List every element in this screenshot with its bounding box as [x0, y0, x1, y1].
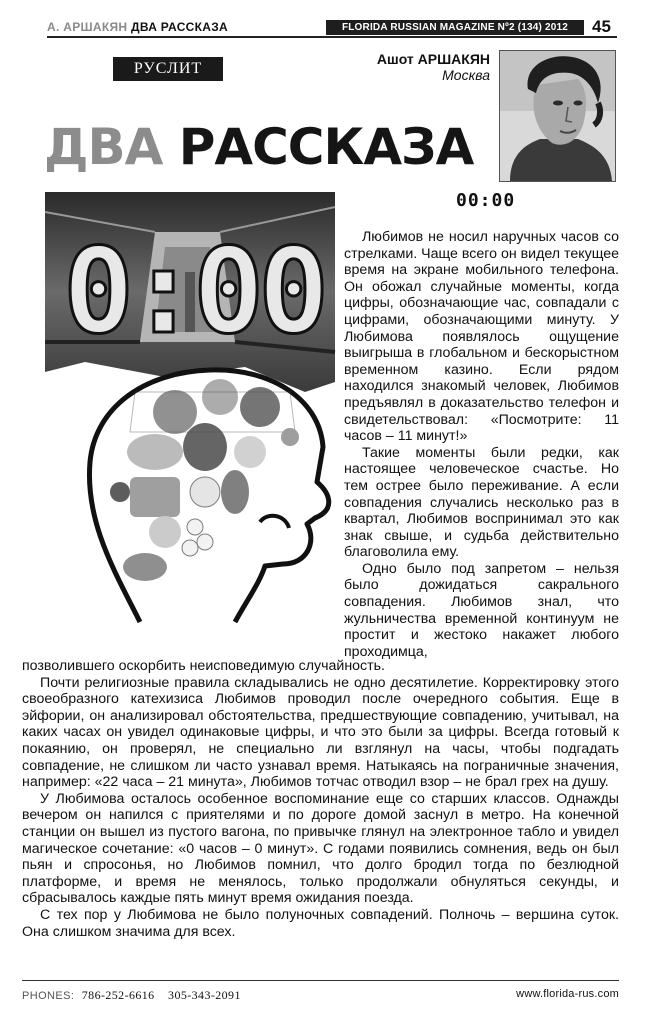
phones-label: PHONES:	[22, 990, 75, 1002]
article-column-text	[344, 229, 619, 660]
paragraph: Такие моменты были редки, как настоящее человеческое счастье. Но тем острее было переживание. А если совпадения случались несколько раз в квартал, Любимов воспринимал это как знак свыше, и судьба действительно благоволила ему.	[344, 444, 619, 561]
paragraph: Почти религиозные правила складывались не одно десятилетие. Корректировку этого своеобразного катехизиса Любимов проводил после очередного события. Еще в эйфории, он анализировал обстоятельства, предшествующие совпадению, учитывал, на каких часах он увидел одинаковые цифры, и что это были за цифры. Всегда готовый к покаянию, он проверял, не специально ли взглянул на часы, чтобы подгадать совпадение, не слишком ли часто узнавал время. Натыкаясь на пограничные значения, например: «22 часа – 21 минута», Любимов тотчас отводил взор – не брал грех на душу.	[22, 674, 619, 791]
story-illustration	[45, 192, 340, 632]
article-title-part2: РАССКАЗА	[178, 118, 474, 176]
paragraph: Одно было под запретом – нельзя было дожидаться сакрального совпадения. Любимов знал, что жульничества временной континуум не простит и жестоко накажет любого проходимца,	[344, 560, 619, 660]
footer-phones	[22, 988, 241, 1003]
article-title-part1: ДВА	[44, 118, 163, 176]
running-header-author: А. АРШАКЯН	[47, 20, 128, 34]
rubric-label: РУСЛИТ	[113, 57, 223, 81]
author-portrait-image	[500, 51, 615, 181]
article-full-width-text	[22, 658, 619, 940]
running-header-title: ДВА РАССКАЗА	[130, 20, 229, 34]
header-divider	[47, 36, 617, 38]
phone-number: 786-252-6616	[81, 988, 155, 1002]
paragraph: У Любимова осталось особенное воспоминание еще со старших классов. Однажды вечером он напился с приятелями и по дороге домой заснул в метро. На конечной станции он вышел из пустого вагона, по привычке глянул на электронное табло и увидел магическое сочетание: «0 часов – 0 минут». С годами появились сомнения, ведь он был пьян и спросонья, но Любимов помнил, что долго бродил тогда по безлюдной платформе, и время не менялось, только продолжали обнуляться секунды, и сбрасывалось каждые пять минут время ожидания поезда.	[22, 790, 619, 907]
footer-website[interactable]: www.florida-rus.com	[516, 988, 619, 1000]
running-header-left	[47, 20, 228, 34]
footer-divider	[22, 980, 619, 981]
author-city: Москва	[442, 67, 490, 83]
magazine-issue-bar: FLORIDA RUSSIAN MAGAZINE Nº2 (134) 2012	[326, 20, 584, 35]
author-name: Ашот АРШАКЯН	[376, 51, 490, 67]
article-title	[44, 117, 473, 177]
page-number: 45	[592, 17, 611, 36]
paragraph: Любимов не носил наручных часов со стрелками. Чаще всего он видел текущее время на экране мобильного телефона. Он обожал случайные моменты, когда цифры, обозначающие час, совпадали с цифрами, обозначающими минуту. У Любимова появлялось ощущение выигрыша в глобальном и бескорыстном временном казино. Если рядом находился знакомый человек, Любимов предъявлял в доказательство телефон и свидетельствовал: «Посмотрите: 11 часов – 11 минут!»	[344, 229, 619, 445]
clock-digits: 0:00	[63, 222, 324, 360]
author-photo	[499, 50, 616, 182]
paragraph: С тех пор у Любимова не было полуночных совпадений. Полночь – вершина суток. Она слишком значима для всех.	[22, 906, 619, 940]
story-heading: 00:00	[456, 190, 516, 211]
paragraph-continuation: позволившего оскорбить неисповедимую случайность.	[22, 658, 385, 674]
phone-number: 305-343-2091	[168, 988, 241, 1002]
metro-clock-head-image	[45, 192, 340, 632]
